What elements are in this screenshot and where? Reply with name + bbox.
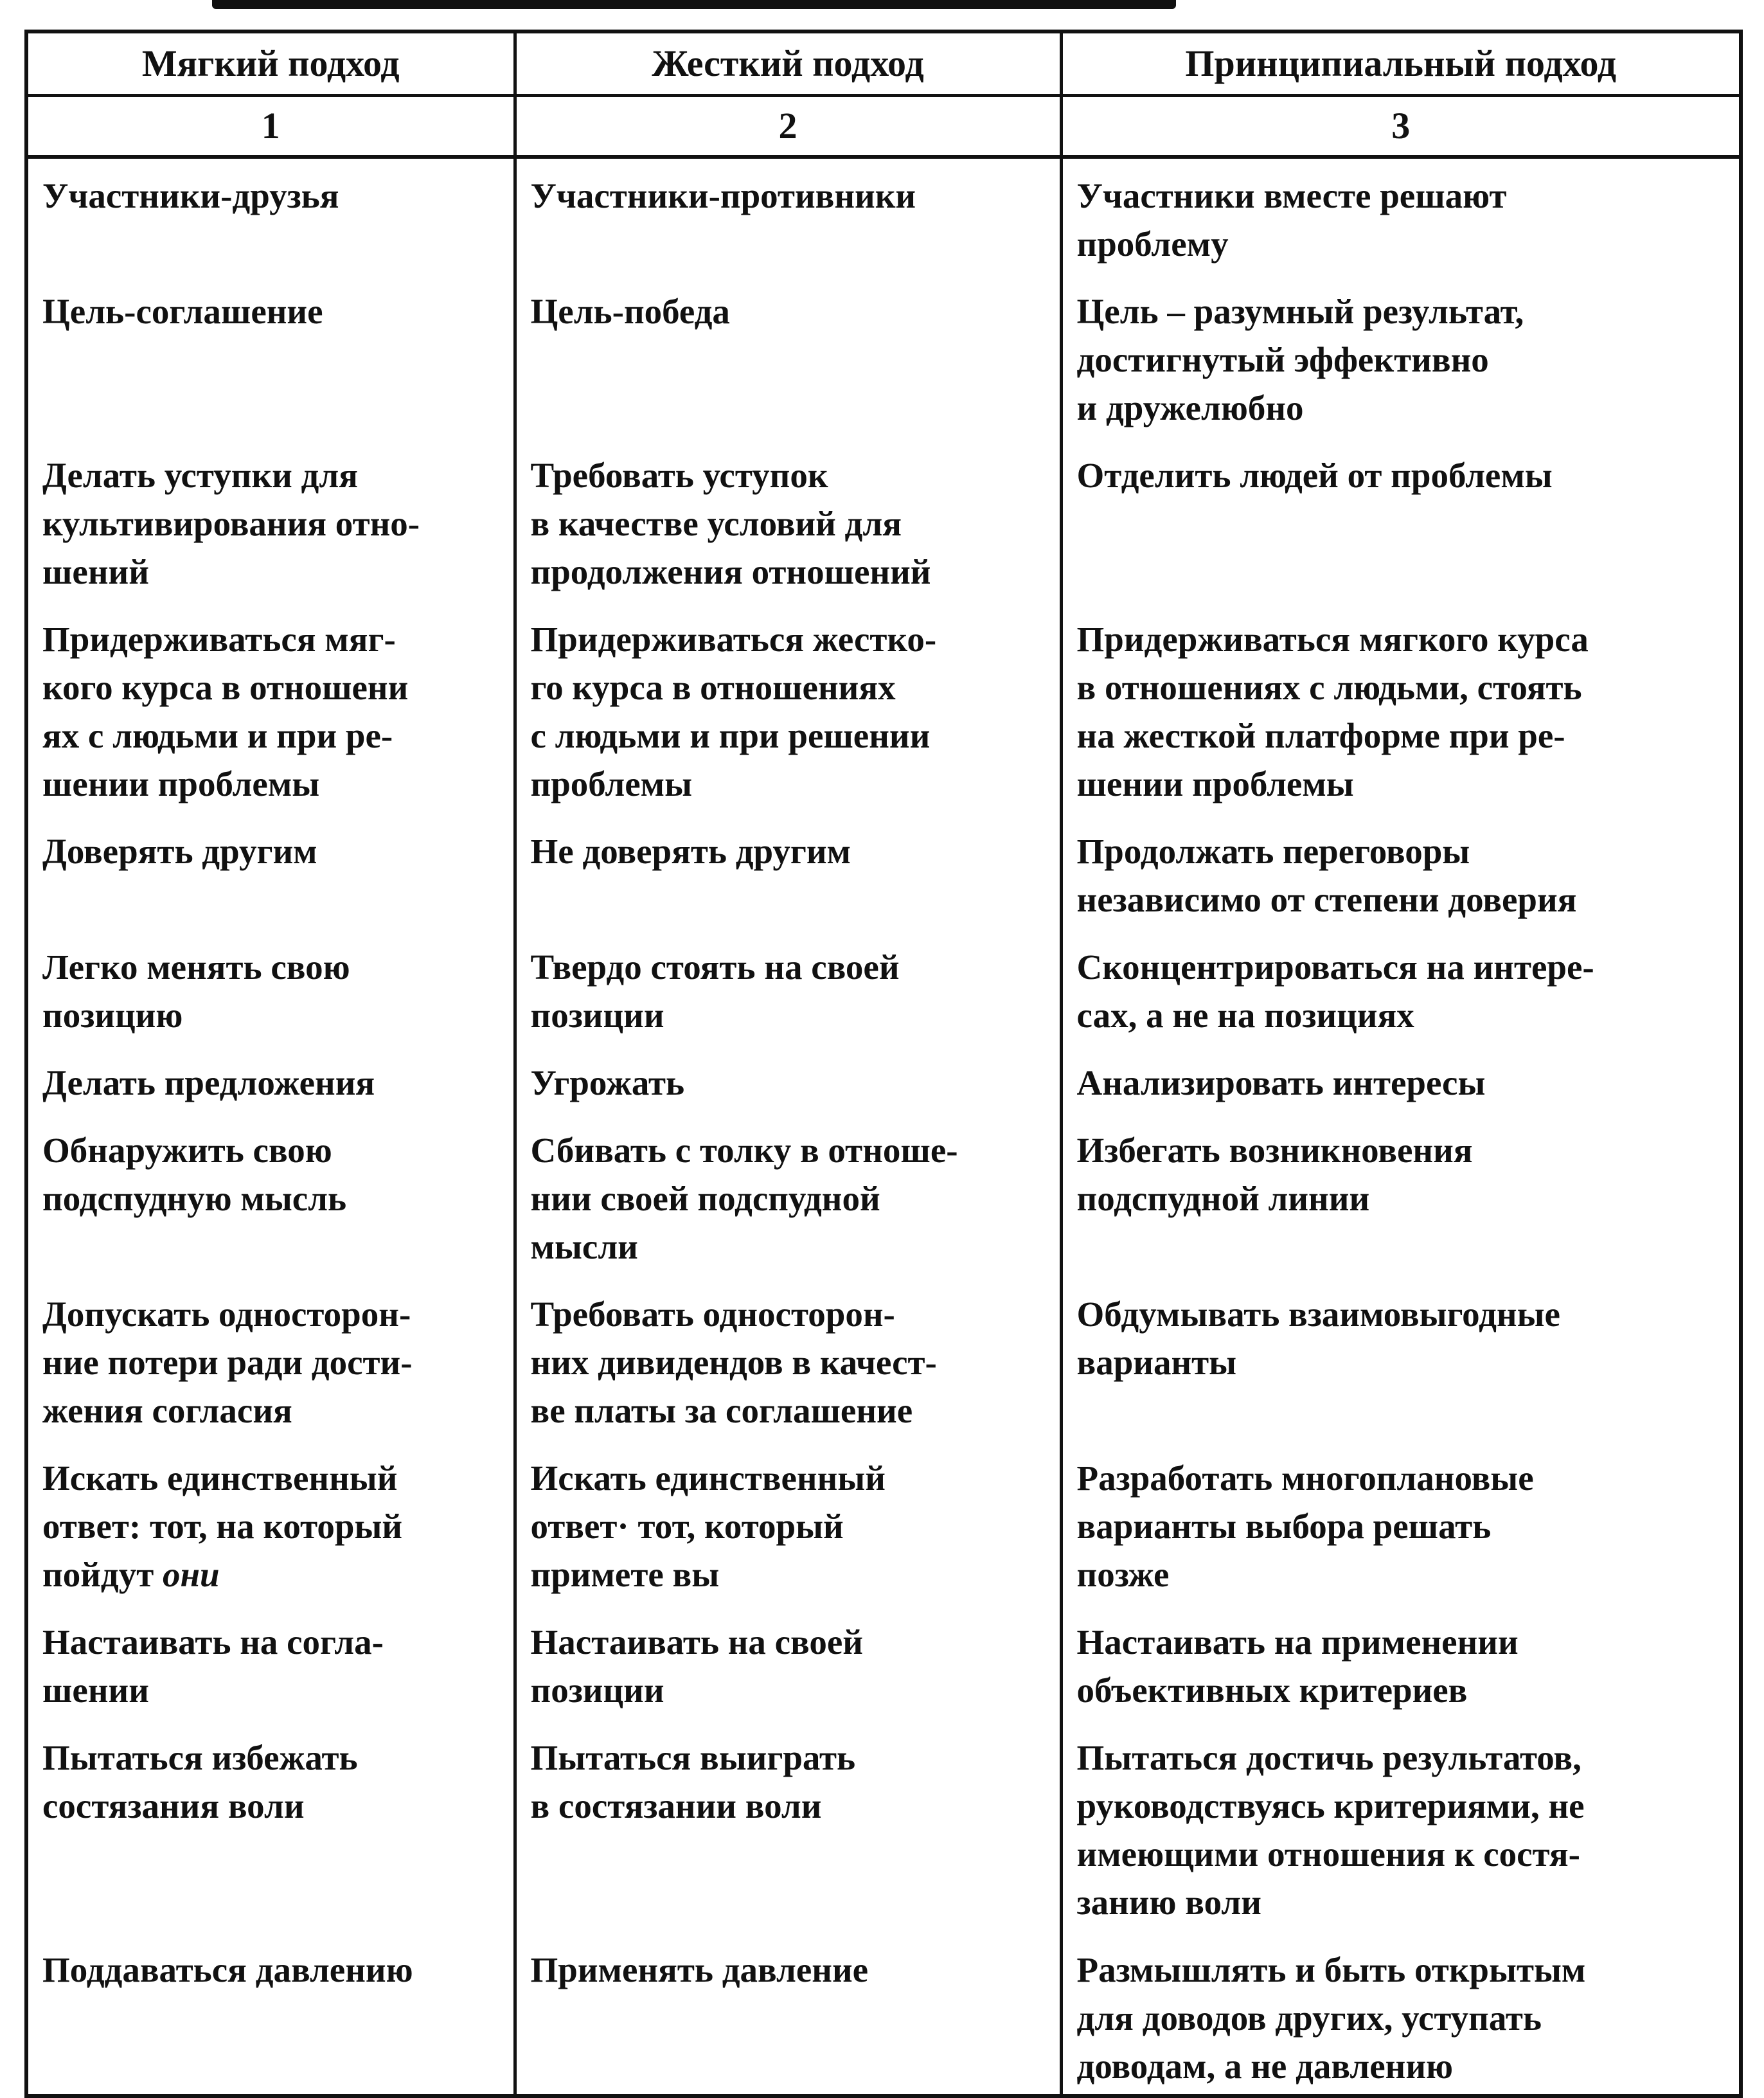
header-principled-approach: Принципиальный подход [1061,31,1741,96]
principled-approach-cell: Настаивать на применении объективных критериев [1061,1605,1741,1721]
soft-approach-cell: Настаивать на согла- шении [26,1605,515,1721]
hard-approach-cell: Требовать уступок в качестве условий для продолжения отношений [515,438,1061,602]
hard-approach-cell: Искать единственный ответ· тот, который примете вы [515,1441,1061,1605]
soft-approach-cell: Поддаваться давлению [26,1933,515,2096]
table-row [26,438,1741,602]
hard-approach-cell: Твердо стоять на своей позиции [515,930,1061,1046]
principled-approach-cell: Анализировать интересы [1061,1046,1741,1113]
soft-approach-cell: Обнаружить свою подспудную мысль [26,1113,515,1277]
principled-approach-cell: Пытаться достичь результатов, руководствуясь критериями, не имеющими отношения к состя- занию воли [1061,1721,1741,1933]
header-row [26,31,1741,96]
table-body [26,157,1741,2096]
table-row [26,1277,1741,1441]
soft-approach-cell: Допускать односторон- ние потери ради дости- жения согласия [26,1277,515,1441]
hard-approach-cell: Цель-победа [515,274,1061,438]
table-row [26,1933,1741,2096]
soft-approach-cell: Придерживаться мяг- кого курса в отношени ях с людьми и при ре- шении проблемы [26,602,515,814]
column-number-2: 2 [515,96,1061,157]
soft-approach-cell: Легко менять свою позицию [26,930,515,1046]
soft-approach-cell: Делать предложения [26,1046,515,1113]
principled-approach-cell: Отделить людей от проблемы [1061,438,1741,602]
table-row [26,1605,1741,1721]
hard-approach-cell: Требовать односторон- них дивидендов в качест- ве платы за соглашение [515,1277,1061,1441]
top-edge-cut-text [212,0,1176,9]
hard-approach-cell: Применять давление [515,1933,1061,2096]
table-row [26,274,1741,438]
soft-approach-cell: Искать единственный ответ: тот, на который пойдут они [26,1441,515,1605]
soft-approach-cell: Участники-друзья [26,157,515,274]
table-row [26,157,1741,274]
table-row [26,602,1741,814]
hard-approach-cell: Придерживаться жестко- го курса в отношениях с людьми и при решении проблемы [515,602,1061,814]
header-soft-approach: Мягкий подход [26,31,515,96]
principled-approach-cell: Участники вместе решают проблему [1061,157,1741,274]
soft-approach-cell: Цель-соглашение [26,274,515,438]
table-row [26,814,1741,930]
header-hard-approach: Жесткий подход [515,31,1061,96]
hard-approach-cell: Сбивать с толку в отноше- нии своей подспудной мысли [515,1113,1061,1277]
column-number-row [26,96,1741,157]
table-row [26,1721,1741,1933]
negotiation-approaches-table [24,30,1743,2098]
table-row [26,930,1741,1046]
principled-approach-cell: Продолжать переговоры независимо от степени доверия [1061,814,1741,930]
soft-approach-cell: Доверять другим [26,814,515,930]
column-number-1: 1 [26,96,515,157]
hard-approach-cell: Угрожать [515,1046,1061,1113]
table-row [26,1113,1741,1277]
principled-approach-cell: Сконцентрироваться на интере- сах, а не на позициях [1061,930,1741,1046]
column-number-3: 3 [1061,96,1741,157]
principled-approach-cell: Обдумывать взаимовыгодные варианты [1061,1277,1741,1441]
table-row [26,1046,1741,1113]
principled-approach-cell: Размышлять и быть открытым для доводов других, уступать доводам, а не давлению [1061,1933,1741,2096]
principled-approach-cell: Цель – разумный результат, достигнутый эффективно и дружелюбно [1061,274,1741,438]
hard-approach-cell: Пытаться выиграть в состязании воли [515,1721,1061,1933]
soft-approach-cell: Делать уступки для культивирования отно- шений [26,438,515,602]
principled-approach-cell: Разработать многоплановые варианты выбора решать позже [1061,1441,1741,1605]
principled-approach-cell: Придерживаться мягкого курса в отношениях с людьми, стоять на жесткой платформе при ре- шении проблемы [1061,602,1741,814]
hard-approach-cell: Участники-противники [515,157,1061,274]
table-row [26,1441,1741,1605]
italic-emphasis: они [162,1555,220,1594]
soft-approach-cell: Пытаться избежать состязания воли [26,1721,515,1933]
hard-approach-cell: Настаивать на своей позиции [515,1605,1061,1721]
hard-approach-cell: Не доверять другим [515,814,1061,930]
principled-approach-cell: Избегать возникновения подспудной линии [1061,1113,1741,1277]
